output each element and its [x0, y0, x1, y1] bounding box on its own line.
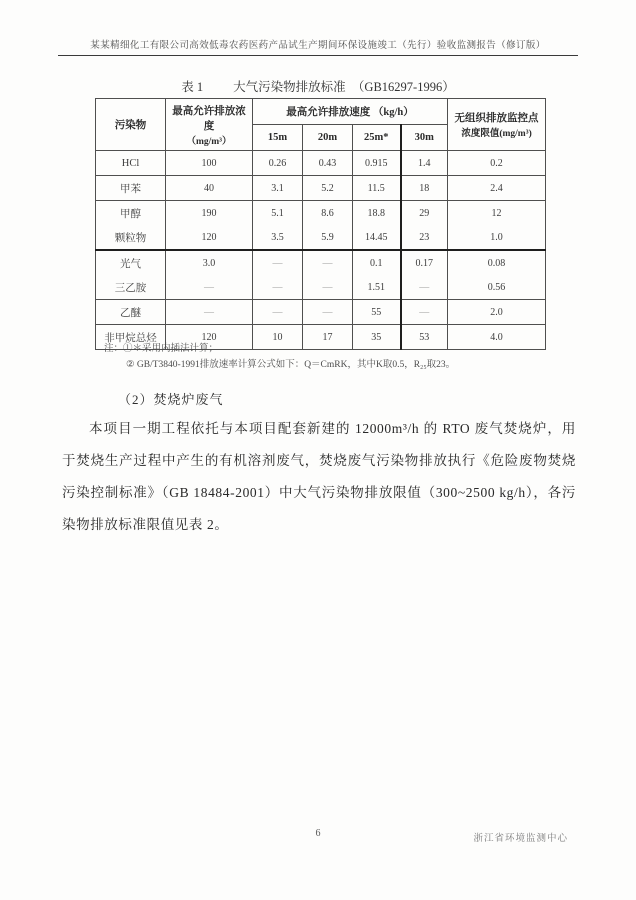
col-header-concentration: 最高允许排放浓度 （mg/m³） [166, 99, 253, 151]
value-cell: 1.0 [448, 225, 546, 250]
value-cell: 120 [166, 225, 253, 250]
value-cell: 12 [448, 201, 546, 226]
emission-standard-table [95, 98, 546, 350]
value-cell: 18 [401, 176, 448, 201]
value-cell: — [303, 250, 353, 275]
pollutant-name-cell: 甲苯 [96, 176, 166, 201]
value-cell: 14.45 [353, 225, 401, 250]
pollutant-name-cell: 颗粒物 [96, 225, 166, 250]
value-cell: 120 [166, 325, 253, 350]
value-cell: 40 [166, 176, 253, 201]
col-header-pollutant: 污染物 [96, 99, 166, 151]
value-cell: — [166, 275, 253, 300]
value-cell: 0.1 [353, 250, 401, 275]
value-cell: 5.1 [253, 201, 303, 226]
value-cell: — [166, 300, 253, 325]
pollutant-name-cell: 光气 [96, 250, 166, 275]
table-note: 注：①＊采用内插法计算； [104, 344, 219, 354]
page-number: 6 [315, 828, 321, 839]
value-cell: — [253, 250, 303, 275]
value-cell: 1.51 [353, 275, 401, 300]
table-row [96, 201, 546, 226]
col-header-rate: 最高允许排放速度 （kg/h） [253, 99, 448, 125]
value-cell: 0.26 [253, 151, 303, 176]
value-cell: 0.08 [448, 250, 546, 275]
pollutant-name-cell: 乙醚 [96, 300, 166, 325]
value-cell: 29 [401, 201, 448, 226]
value-cell: 35 [353, 325, 401, 350]
table-row [96, 225, 546, 250]
value-cell: 5.9 [303, 225, 353, 250]
value-cell: — [401, 300, 448, 325]
table-header [96, 99, 546, 151]
value-cell: 17 [303, 325, 353, 350]
value-cell: 0.915 [353, 151, 401, 176]
value-cell: 4.0 [448, 325, 546, 350]
table-row [96, 275, 546, 300]
value-cell: 0.2 [448, 151, 546, 176]
col-header-25m: 25m* [353, 125, 401, 151]
value-cell: — [303, 300, 353, 325]
value-cell: 0.56 [448, 275, 546, 300]
value-cell: 3.5 [253, 225, 303, 250]
table-row [96, 250, 546, 275]
pollutant-name-cell: 三乙胺 [96, 275, 166, 300]
body-paragraph: 本项目一期工程依托与本项目配套新建的 12000m³/h 的 RTO 废气焚烧炉，用于焚烧生产过程中产生的有机溶剂废气，焚烧废气污染物排放执行《危险废物焚烧污染控制标准》（GB 18484-2001）中大气污染物排放限值（300~2500 kg/h），各污染物排放标准限值见表 2。 [62, 421, 576, 532]
value-cell: 3.1 [253, 176, 303, 201]
value-cell: 3.0 [166, 250, 253, 275]
table-caption [0, 77, 636, 95]
table-body [96, 151, 546, 350]
value-cell: — [253, 275, 303, 300]
table-note: ② GB/T3840-1991排放速率计算公式如下：Q＝CmRK，其中K取0.5，R₂₅取23。 [126, 360, 456, 370]
value-cell: — [401, 275, 448, 300]
value-cell: 0.43 [303, 151, 353, 176]
table-title: 大气污染物排放标准 （GB16297-1996） [233, 80, 455, 94]
value-cell: 10 [253, 325, 303, 350]
table-row [96, 151, 546, 176]
pollutant-name-cell: HCl [96, 151, 166, 176]
value-cell: 2.4 [448, 176, 546, 201]
value-cell: 190 [166, 201, 253, 226]
col-header-30m: 30m [401, 125, 448, 151]
value-cell: — [253, 300, 303, 325]
running-header: 某某精细化工有限公司高效低毒农药医药产品试生产期间环保设施竣工（先行）验收监测报告（修订版） [58, 37, 578, 56]
value-cell: — [303, 275, 353, 300]
table-notes [104, 341, 455, 373]
pollutant-name-cell: 甲醇 [96, 201, 166, 226]
col-header-20m: 20m [303, 125, 353, 151]
value-cell: 53 [401, 325, 448, 350]
table-row [96, 300, 546, 325]
value-cell: 55 [353, 300, 401, 325]
value-cell: 100 [166, 151, 253, 176]
value-cell: 8.6 [303, 201, 353, 226]
publisher-footer: 浙江省环境监测中心 [473, 834, 568, 844]
table-row [96, 176, 546, 201]
value-cell: 11.5 [353, 176, 401, 201]
value-cell: 5.2 [303, 176, 353, 201]
section-heading: （2）焚烧炉废气 [118, 392, 224, 407]
value-cell: 18.8 [353, 201, 401, 226]
table-label: 表 1 [181, 80, 204, 94]
value-cell: 2.0 [448, 300, 546, 325]
value-cell: 23 [401, 225, 448, 250]
col-header-15m: 15m [253, 125, 303, 151]
pollutant-name-cell: 非甲烷总烃 [96, 325, 166, 350]
col-header-fugitive: 无组织排放监控点 浓度限值(mg/m³) [448, 99, 546, 151]
value-cell: 1.4 [401, 151, 448, 176]
value-cell: 0.17 [401, 250, 448, 275]
